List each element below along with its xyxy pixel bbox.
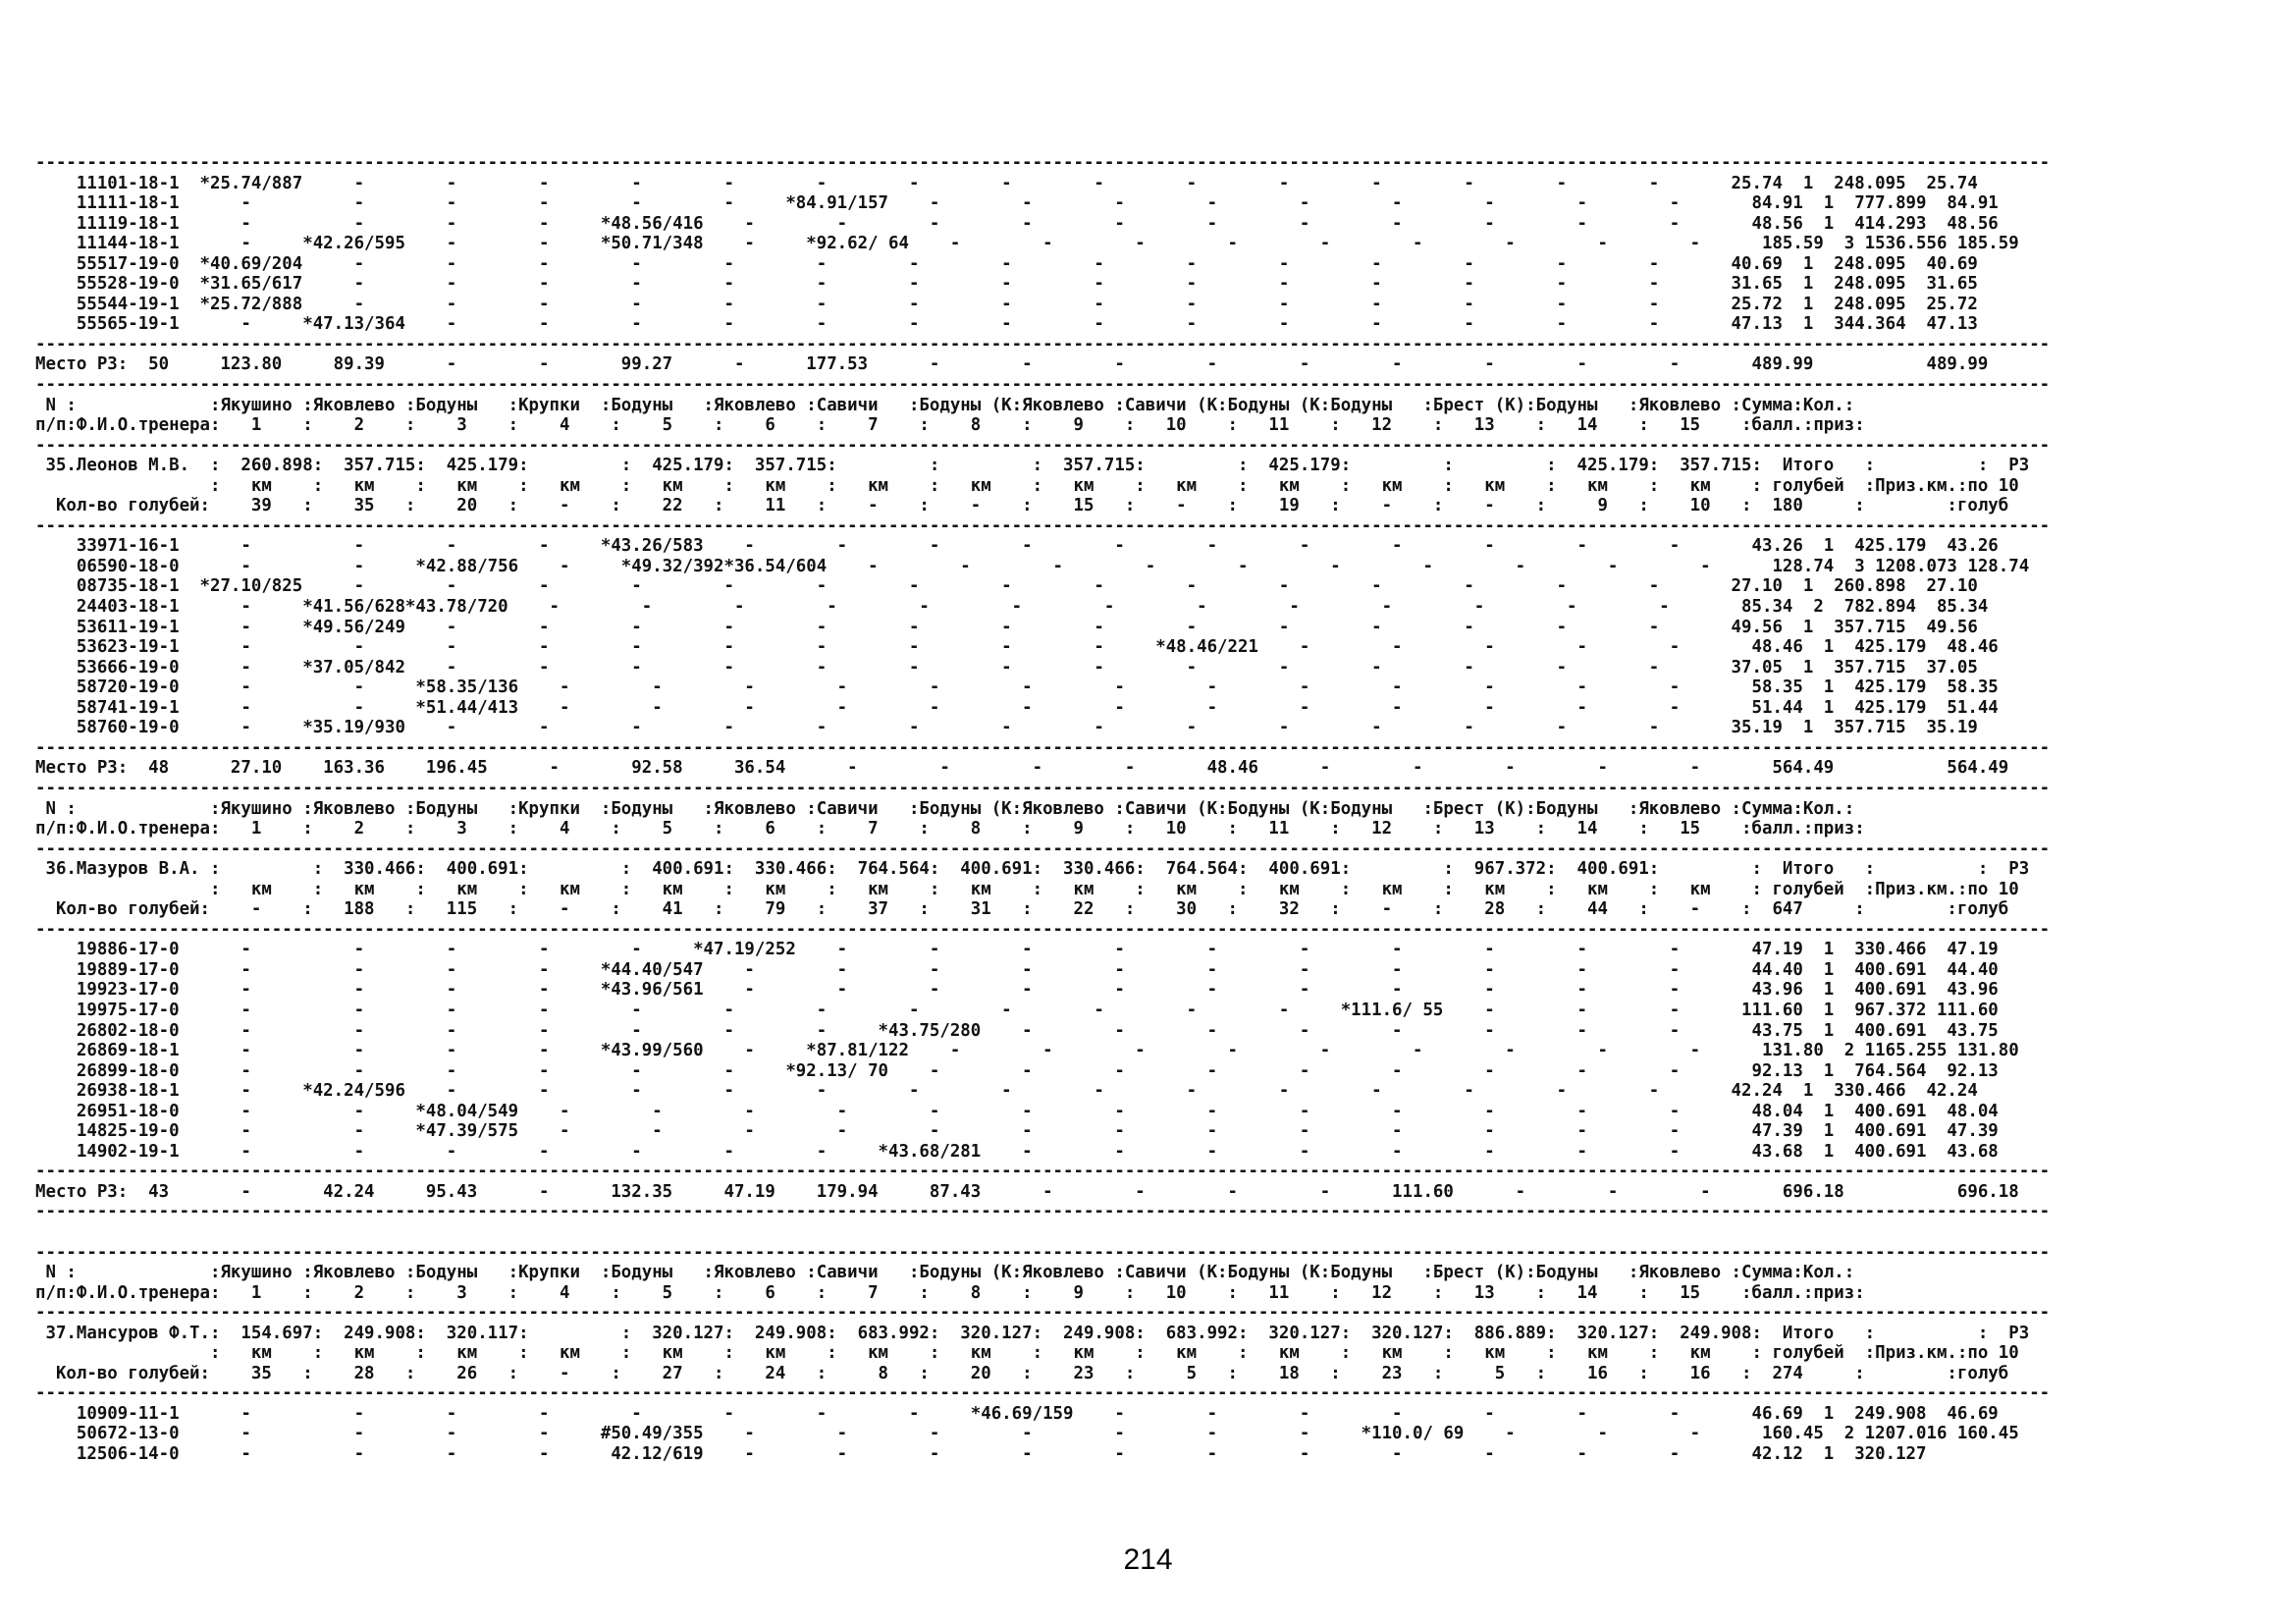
pigeon-result-row: 58720-19-0 - - *58.35/136 - - - - - - - - - - - - - 58.35 1 425.179 58.35 (35, 677, 1999, 698)
separator-line: ---------------------------------------------------------------------------------------------------------------------------------------------------------------------------------------------------- (35, 1242, 2051, 1263)
separator-line: ---------------------------------------------------------------------------------------------------------------------------------------------------------------------------------------------------- (35, 737, 2051, 758)
pigeon-result-row: 19975-17-0 - - - - - - - - - - - - *111.6/ 55 - - - 111.60 1 967.372 111.60 (35, 1000, 1999, 1020)
pigeon-result-row: 55544-19-1 *25.72/888 - - - - - - - - - - - - - - - 25.72 1 248.095 25.72 (35, 294, 1978, 314)
pigeon-result-row: 55517-19-0 *40.69/204 - - - - - - - - - - - - - - - 40.69 1 248.095 40.69 (35, 253, 1978, 274)
separator-line: ---------------------------------------------------------------------------------------------------------------------------------------------------------------------------------------------------- (35, 919, 2051, 940)
column-header-line: п/п:Ф.И.О.тренера: 1 : 2 : 3 : 4 : 5 : 6 : 7 : 8 : 9 : 10 : 11 : 12 : 13 : 14 : 15 :балл.:приз: (35, 415, 1865, 436)
pigeon-result-row: 10909-11-1 - - - - - - - - *46.69/159 - - - - - - - 46.69 1 249.908 46.69 (35, 1403, 1999, 1424)
separator-line: ---------------------------------------------------------------------------------------------------------------------------------------------------------------------------------------------------- (35, 1303, 2051, 1324)
trainer-header-line: 37.Мансуров Ф.Т.: 154.697: 249.908: 320.117: : 320.127: 249.908: 683.992: 320.127: 249.908: 683.992: 320.127: 320.127: 886.889: 320.127: 249.908: Итого : : РЗ (35, 1323, 2030, 1343)
separator-line: ---------------------------------------------------------------------------------------------------------------------------------------------------------------------------------------------------- (35, 435, 2051, 456)
separator-line: ---------------------------------------------------------------------------------------------------------------------------------------------------------------------------------------------------- (35, 839, 2051, 859)
pigeon-result-row: 14902-19-1 - - - - - - - *43.68/281 - - - - - - - - 43.68 1 400.691 43.68 (35, 1141, 1999, 1162)
pigeon-result-row: 55528-19-0 *31.65/617 - - - - - - - - - - - - - - - 31.65 1 248.095 31.65 (35, 274, 1978, 295)
separator-line: ---------------------------------------------------------------------------------------------------------------------------------------------------------------------------------------------------- (35, 1202, 2051, 1222)
report-line: : км : км : км : км : км : км : км : км : км : км : км : км : км : км : км : голубей :Приз.км.:по 10 (35, 879, 2019, 899)
report-line: Кол-во голубей: 39 : 35 : 20 : - : 22 : 11 : - : - : 15 : - : 19 : - : - : 9 : 10 : 180 : :голуб (35, 496, 2009, 516)
separator-line: ---------------------------------------------------------------------------------------------------------------------------------------------------------------------------------------------------- (35, 1383, 2051, 1404)
separator-line: ---------------------------------------------------------------------------------------------------------------------------------------------------------------------------------------------------- (35, 334, 2051, 354)
pigeon-result-row: 55565-19-1 - *47.13/364 - - - - - - - - - - - - - - 47.13 1 344.364 47.13 (35, 314, 1978, 335)
report-line: : км : км : км : км : км : км : км : км : км : км : км : км : км : км : км : голубей :Приз.км.:по 10 (35, 1343, 2019, 1364)
separator-line: ---------------------------------------------------------------------------------------------------------------------------------------------------------------------------------------------------- (35, 515, 2051, 536)
separator-line: ---------------------------------------------------------------------------------------------------------------------------------------------------------------------------------------------------- (35, 153, 2051, 173)
pigeon-result-row: 24403-18-1 - *41.56/628*43.78/720 - - - - - - - - - - - - - 85.34 2 782.894 85.34 (35, 597, 1989, 618)
place-total-line: Место РЗ: 50 123.80 89.39 - - 99.27 - 177.53 - - - - - - - - - 489.99 489.99 (35, 354, 1989, 375)
place-total-line: Место РЗ: 48 27.10 163.36 196.45 - 92.58 36.54 - - - - 48.46 - - - - - 564.49 564.49 (35, 758, 2009, 779)
pigeon-result-row: 53666-19-0 - *37.05/842 - - - - - - - - - - - - - - 37.05 1 357.715 37.05 (35, 657, 1978, 677)
pigeon-result-row: 19886-17-0 - - - - - *47.19/252 - - - - - - - - - - 47.19 1 330.466 47.19 (35, 940, 1999, 960)
place-total-line: Место РЗ: 43 - 42.24 95.43 - 132.35 47.19 179.94 87.43 - - - - 111.60 - - - 696.18 696.18 (35, 1181, 2019, 1202)
report-line: Кол-во голубей: - : 188 : 115 : - : 41 : 79 : 37 : 31 : 22 : 30 : 32 : - : 28 : 44 : - : 647 : :голуб (35, 899, 2009, 920)
column-header-line: N : :Якушино :Яковлево :Бодуны :Крупки :Бодуны :Яковлево :Савичи :Бодуны (К:Яковлево :Савичи (К:Бодуны (К:Бодуны :Брест (К):Бодуны :Яковлево :Сумма:Кол.: (35, 798, 1855, 819)
separator-line: ---------------------------------------------------------------------------------------------------------------------------------------------------------------------------------------------------- (35, 778, 2051, 798)
report-line: : км : км : км : км : км : км : км : км : км : км : км : км : км : км : км : голубей :Приз.км.:по 10 (35, 475, 2019, 496)
separator-line: ---------------------------------------------------------------------------------------------------------------------------------------------------------------------------------------------------- (35, 375, 2051, 396)
pigeon-result-row: 08735-18-1 *27.10/825 - - - - - - - - - - - - - - - 27.10 1 260.898 27.10 (35, 576, 1978, 597)
pigeon-result-row: 26951-18-0 - - *48.04/549 - - - - - - - - - - - - - 48.04 1 400.691 48.04 (35, 1101, 1999, 1121)
pigeon-result-row: 19923-17-0 - - - - *43.96/561 - - - - - - - - - - - 43.96 1 400.691 43.96 (35, 980, 1999, 1001)
pigeon-result-row: 26869-18-1 - - - - *43.99/560 - *87.81/122 - - - - - - - - - 131.80 2 1165.255 131.80 (35, 1041, 2019, 1061)
pigeon-result-row: 11144-18-1 - *42.26/595 - - *50.71/348 - *92.62/ 64 - - - - - - - - - 185.59 3 1536.556 185.59 (35, 234, 2019, 254)
pigeon-result-row: 19889-17-0 - - - - *44.40/547 - - - - - - - - - - - 44.40 1 400.691 44.40 (35, 959, 1999, 980)
column-header-line: N : :Якушино :Яковлево :Бодуны :Крупки :Бодуны :Яковлево :Савичи :Бодуны (К:Яковлево :Савичи (К:Бодуны (К:Бодуны :Брест (К):Бодуны :Яковлево :Сумма:Кол.: (35, 395, 1855, 415)
column-header-line: п/п:Ф.И.О.тренера: 1 : 2 : 3 : 4 : 5 : 6 : 7 : 8 : 9 : 10 : 11 : 12 : 13 : 14 : 15 :балл.:приз: (35, 819, 1865, 839)
pigeon-result-row: 53611-19-1 - *49.56/249 - - - - - - - - - - - - - - 49.56 1 357.715 49.56 (35, 617, 1978, 637)
report-line: Кол-во голубей: 35 : 28 : 26 : - : 27 : 24 : 8 : 20 : 23 : 5 : 18 : 23 : 5 : 16 : 16 : 274 : :голуб (35, 1363, 2009, 1383)
pigeon-result-row: 11101-18-1 *25.74/887 - - - - - - - - - - - - - - - 25.74 1 248.095 25.74 (35, 173, 1978, 193)
trainer-header-line: 36.Мазуров В.А. : : 330.466: 400.691: : 400.691: 330.466: 764.564: 400.691: 330.466: 764.564: 400.691: : 967.372: 400.691: : Итого : : РЗ (35, 859, 2030, 880)
pigeon-result-row: 58760-19-0 - *35.19/930 - - - - - - - - - - - - - - 35.19 1 357.715 35.19 (35, 718, 1978, 738)
pigeon-result-row: 11119-18-1 - - - - *48.56/416 - - - - - - - - - - - 48.56 1 414.293 48.56 (35, 213, 1999, 234)
pigeon-result-row: 26899-18-0 - - - - - - *92.13/ 70 - - - - - - - - - 92.13 1 764.564 92.13 (35, 1060, 1999, 1081)
blank-line (35, 1222, 2050, 1243)
pigeon-result-row: 33971-16-1 - - - - *43.26/583 - - - - - - - - - - - 43.26 1 425.179 43.26 (35, 536, 1999, 557)
pigeon-result-row: 50672-13-0 - - - - #50.49/355 - - - - - - - *110.0/ 69 - - - 160.45 2 1207.016 160.45 (35, 1424, 2019, 1444)
pigeon-result-row: 26802-18-0 - - - - - - - *43.75/280 - - - - - - - - 43.75 1 400.691 43.75 (35, 1020, 1999, 1041)
page-number: 214 (1123, 1543, 1173, 1576)
trainer-header-line: 35.Леонов М.В. : 260.898: 357.715: 425.179: : 425.179: 357.715: : : 357.715: : 425.179: : : 425.179: 357.715: Итого : : РЗ (35, 456, 2030, 476)
column-header-line: N : :Якушино :Яковлево :Бодуны :Крупки :Бодуны :Яковлево :Савичи :Бодуны (К:Яковлево :Савичи (К:Бодуны (К:Бодуны :Брест (К):Бодуны :Яковлево :Сумма:Кол.: (35, 1263, 1855, 1283)
column-header-line: п/п:Ф.И.О.тренера: 1 : 2 : 3 : 4 : 5 : 6 : 7 : 8 : 9 : 10 : 11 : 12 : 13 : 14 : 15 :балл.:приз: (35, 1282, 1865, 1303)
pigeon-result-row: 58741-19-1 - - *51.44/413 - - - - - - - - - - - - - 51.44 1 425.179 51.44 (35, 697, 1999, 718)
pigeon-result-row: 06590-18-0 - - *42.88/756 - *49.32/392*36.54/604 - - - - - - - - - - 128.74 3 1208.073 128.74 (35, 556, 2030, 576)
pigeon-result-row: 12506-14-0 - - - - 42.12/619 - - - - - - - - - - - 42.12 1 320.127 (35, 1444, 1927, 1464)
pigeon-result-row: 14825-19-0 - - *47.39/575 - - - - - - - - - - - - - 47.39 1 400.691 47.39 (35, 1121, 1999, 1142)
pigeon-result-row: 26938-18-1 - *42.24/596 - - - - - - - - - - - - - - 42.24 1 330.466 42.24 (35, 1081, 1978, 1102)
pigeon-result-row: 53623-19-1 - - - - - - - - - - *48.46/221 - - - - - 48.46 1 425.179 48.46 (35, 637, 1999, 658)
separator-line: ---------------------------------------------------------------------------------------------------------------------------------------------------------------------------------------------------- (35, 1162, 2051, 1182)
pigeon-result-row: 11111-18-1 - - - - - - *84.91/157 - - - - - - - - - 84.91 1 777.899 84.91 (35, 193, 1999, 214)
competition-results-printout (35, 153, 2050, 1465)
